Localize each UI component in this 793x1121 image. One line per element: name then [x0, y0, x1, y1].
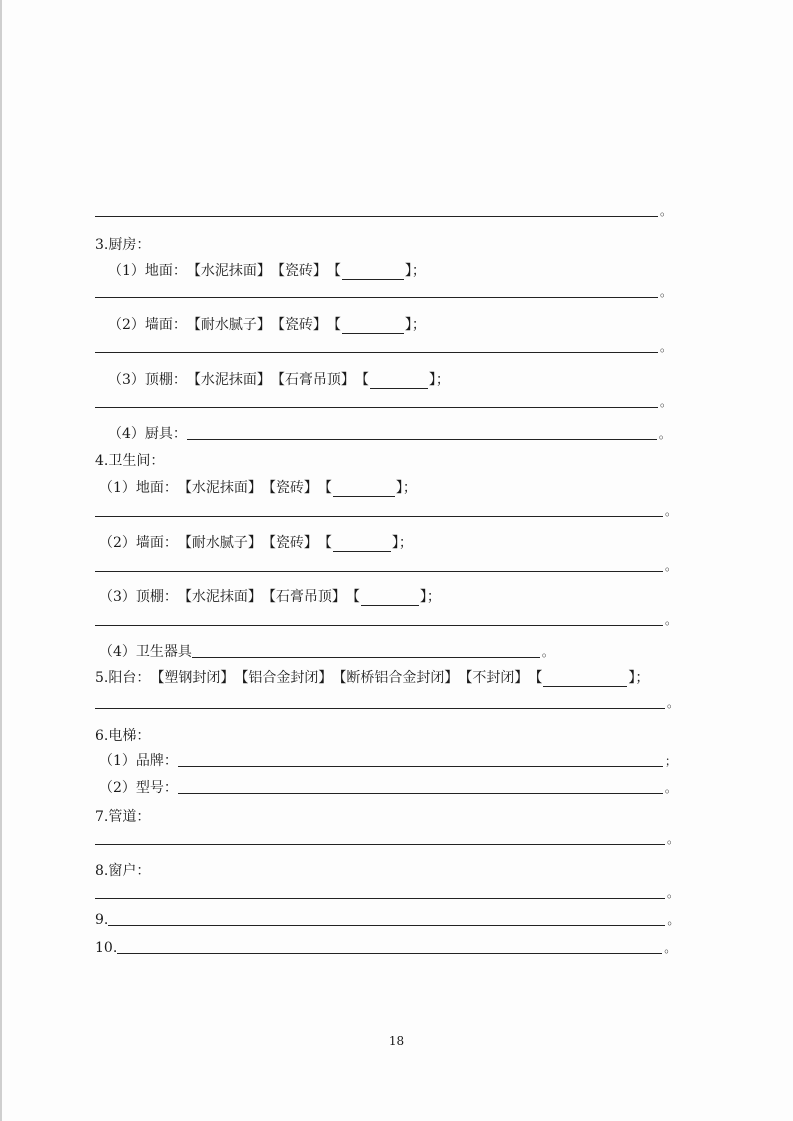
- end-period: 。: [660, 395, 673, 409]
- bathroom-wall-row: [99, 532, 413, 552]
- bracket-close: 】；: [419, 589, 441, 605]
- end-period: 。: [667, 696, 680, 710]
- custom-option-blank[interactable]: [361, 591, 419, 606]
- bracket-open: 【: [354, 372, 369, 388]
- option-not-enclosed[interactable]: 【不封闭】: [458, 670, 529, 686]
- section-heading-text: 4.卫生间：: [95, 453, 165, 469]
- bracket-close: 】；: [395, 480, 417, 496]
- section-heading-text: 3.厨房：: [95, 237, 151, 253]
- item-label: （4）卫生器具: [99, 644, 192, 660]
- option-cement[interactable]: 【水泥抹面】: [186, 372, 271, 388]
- fill-line-row: [95, 692, 679, 712]
- item-label: （2）墙面：: [99, 535, 178, 551]
- custom-option-blank[interactable]: [370, 374, 428, 389]
- end-semicolon: ；: [664, 754, 677, 768]
- end-period: 。: [658, 427, 671, 441]
- bracket-open: 【: [326, 263, 341, 279]
- end-period: 。: [664, 941, 677, 955]
- fill-line[interactable]: [187, 438, 657, 440]
- item-label: （1）品牌：: [99, 753, 178, 769]
- item-label: （4）厨具：: [108, 426, 187, 442]
- item-label: （3）顶棚：: [108, 372, 187, 388]
- option-cement[interactable]: 【水泥抹面】: [177, 480, 262, 496]
- bracket-close: 】；: [428, 372, 450, 388]
- section-heading-elevator: [95, 725, 150, 745]
- fill-line[interactable]: [117, 952, 662, 954]
- end-period: 。: [660, 340, 673, 354]
- item-10-row: [95, 937, 676, 957]
- fill-line[interactable]: [95, 215, 658, 217]
- option-tile[interactable]: 【瓷砖】: [270, 317, 327, 333]
- custom-option-blank[interactable]: [342, 265, 404, 280]
- option-putty[interactable]: 【耐水腻子】: [177, 535, 262, 551]
- fill-line-row: [95, 200, 672, 220]
- option-cement[interactable]: 【水泥抹面】: [186, 263, 271, 279]
- fill-line-row: [95, 281, 672, 301]
- option-gypsum[interactable]: 【石膏吊顶】: [270, 372, 355, 388]
- bracket-open: 【: [317, 480, 332, 496]
- kitchen-wall-row: [108, 314, 426, 334]
- end-period: 。: [665, 504, 678, 518]
- custom-option-blank[interactable]: [543, 672, 627, 687]
- fill-line[interactable]: [178, 765, 663, 767]
- fill-line[interactable]: [95, 406, 658, 408]
- section-heading-text: 10.: [95, 940, 118, 956]
- elevator-brand-row: [99, 750, 677, 770]
- fill-line-row: [95, 609, 677, 629]
- custom-option-blank[interactable]: [333, 482, 395, 497]
- custom-option-blank[interactable]: [333, 537, 391, 552]
- bracket-open: 【: [326, 317, 341, 333]
- section-heading-pipes: [95, 806, 150, 826]
- fill-line-row: [95, 555, 677, 575]
- bathroom-fixtures-row: [99, 641, 554, 661]
- end-period: 。: [667, 886, 680, 900]
- section-heading-text: 9.: [95, 912, 109, 928]
- option-tile[interactable]: 【瓷砖】: [270, 263, 327, 279]
- end-period: 。: [664, 781, 677, 795]
- end-period: 。: [665, 559, 678, 573]
- balcony-row: [95, 667, 649, 687]
- fill-line[interactable]: [178, 792, 663, 794]
- item-label: （2）型号：: [99, 780, 178, 796]
- scan-left-edge: [0, 0, 2, 1121]
- option-cement[interactable]: 【水泥抹面】: [177, 589, 262, 605]
- bracket-open: 【: [317, 535, 332, 551]
- bracket-close: 】；: [391, 535, 413, 551]
- kitchen-appliance-row: [108, 423, 671, 443]
- bracket-close: 】；: [404, 263, 426, 279]
- item-label: （1）地面：: [108, 263, 187, 279]
- fill-line-row: [95, 500, 677, 520]
- fill-line-row: [95, 391, 672, 411]
- kitchen-floor-row: [108, 260, 426, 280]
- section-heading-windows: [95, 860, 150, 880]
- bathroom-floor-row: [99, 477, 417, 497]
- fill-line[interactable]: [95, 707, 665, 709]
- bathroom-ceiling-row: [99, 586, 441, 606]
- section-heading-kitchen: [95, 234, 150, 254]
- option-thermal-break-aluminum[interactable]: 【断桥铝合金封闭】: [332, 670, 459, 686]
- end-period: 。: [667, 913, 680, 927]
- bracket-close: 】；: [628, 670, 650, 686]
- fill-line[interactable]: [95, 897, 665, 899]
- custom-option-blank[interactable]: [342, 319, 404, 334]
- item-label: （1）地面：: [99, 480, 178, 496]
- fill-line[interactable]: [95, 570, 663, 572]
- option-plastic-steel[interactable]: 【塑钢封闭】: [150, 670, 235, 686]
- section-heading-bathroom: [95, 450, 164, 470]
- option-tile[interactable]: 【瓷砖】: [261, 535, 318, 551]
- section-heading-text: 7.管道：: [95, 809, 151, 825]
- end-period: 。: [667, 832, 680, 846]
- fill-line[interactable]: [95, 515, 663, 517]
- section-heading-text: 5.阳台：: [95, 670, 151, 686]
- fill-line[interactable]: [95, 843, 665, 845]
- bracket-open: 【: [345, 589, 360, 605]
- fill-line[interactable]: [95, 624, 663, 626]
- bracket-close: 】；: [404, 317, 426, 333]
- item-9-row: [95, 909, 679, 929]
- option-gypsum[interactable]: 【石膏吊顶】: [261, 589, 346, 605]
- option-aluminum[interactable]: 【铝合金封闭】: [234, 670, 333, 686]
- end-period: 。: [541, 645, 554, 659]
- elevator-model-row: [99, 777, 677, 797]
- bracket-open: 【: [528, 670, 543, 686]
- section-heading-text: 6.电梯：: [95, 728, 151, 744]
- fill-line[interactable]: [95, 351, 658, 353]
- item-label: （2）墙面：: [108, 317, 187, 333]
- fill-line-row: [95, 882, 679, 902]
- fill-line-row: [95, 828, 679, 848]
- fill-line[interactable]: [192, 656, 540, 658]
- item-label: （3）顶棚：: [99, 589, 178, 605]
- end-period: 。: [660, 285, 673, 299]
- kitchen-ceiling-row: [108, 369, 450, 389]
- fill-line-row: [95, 336, 672, 356]
- page-number: 18: [388, 1034, 405, 1048]
- fill-line[interactable]: [108, 924, 665, 926]
- end-period: 。: [660, 204, 673, 218]
- end-period: 。: [665, 613, 678, 627]
- option-tile[interactable]: 【瓷砖】: [261, 480, 318, 496]
- section-heading-text: 8.窗户：: [95, 863, 151, 879]
- option-putty[interactable]: 【耐水腻子】: [186, 317, 271, 333]
- fill-line[interactable]: [95, 296, 658, 298]
